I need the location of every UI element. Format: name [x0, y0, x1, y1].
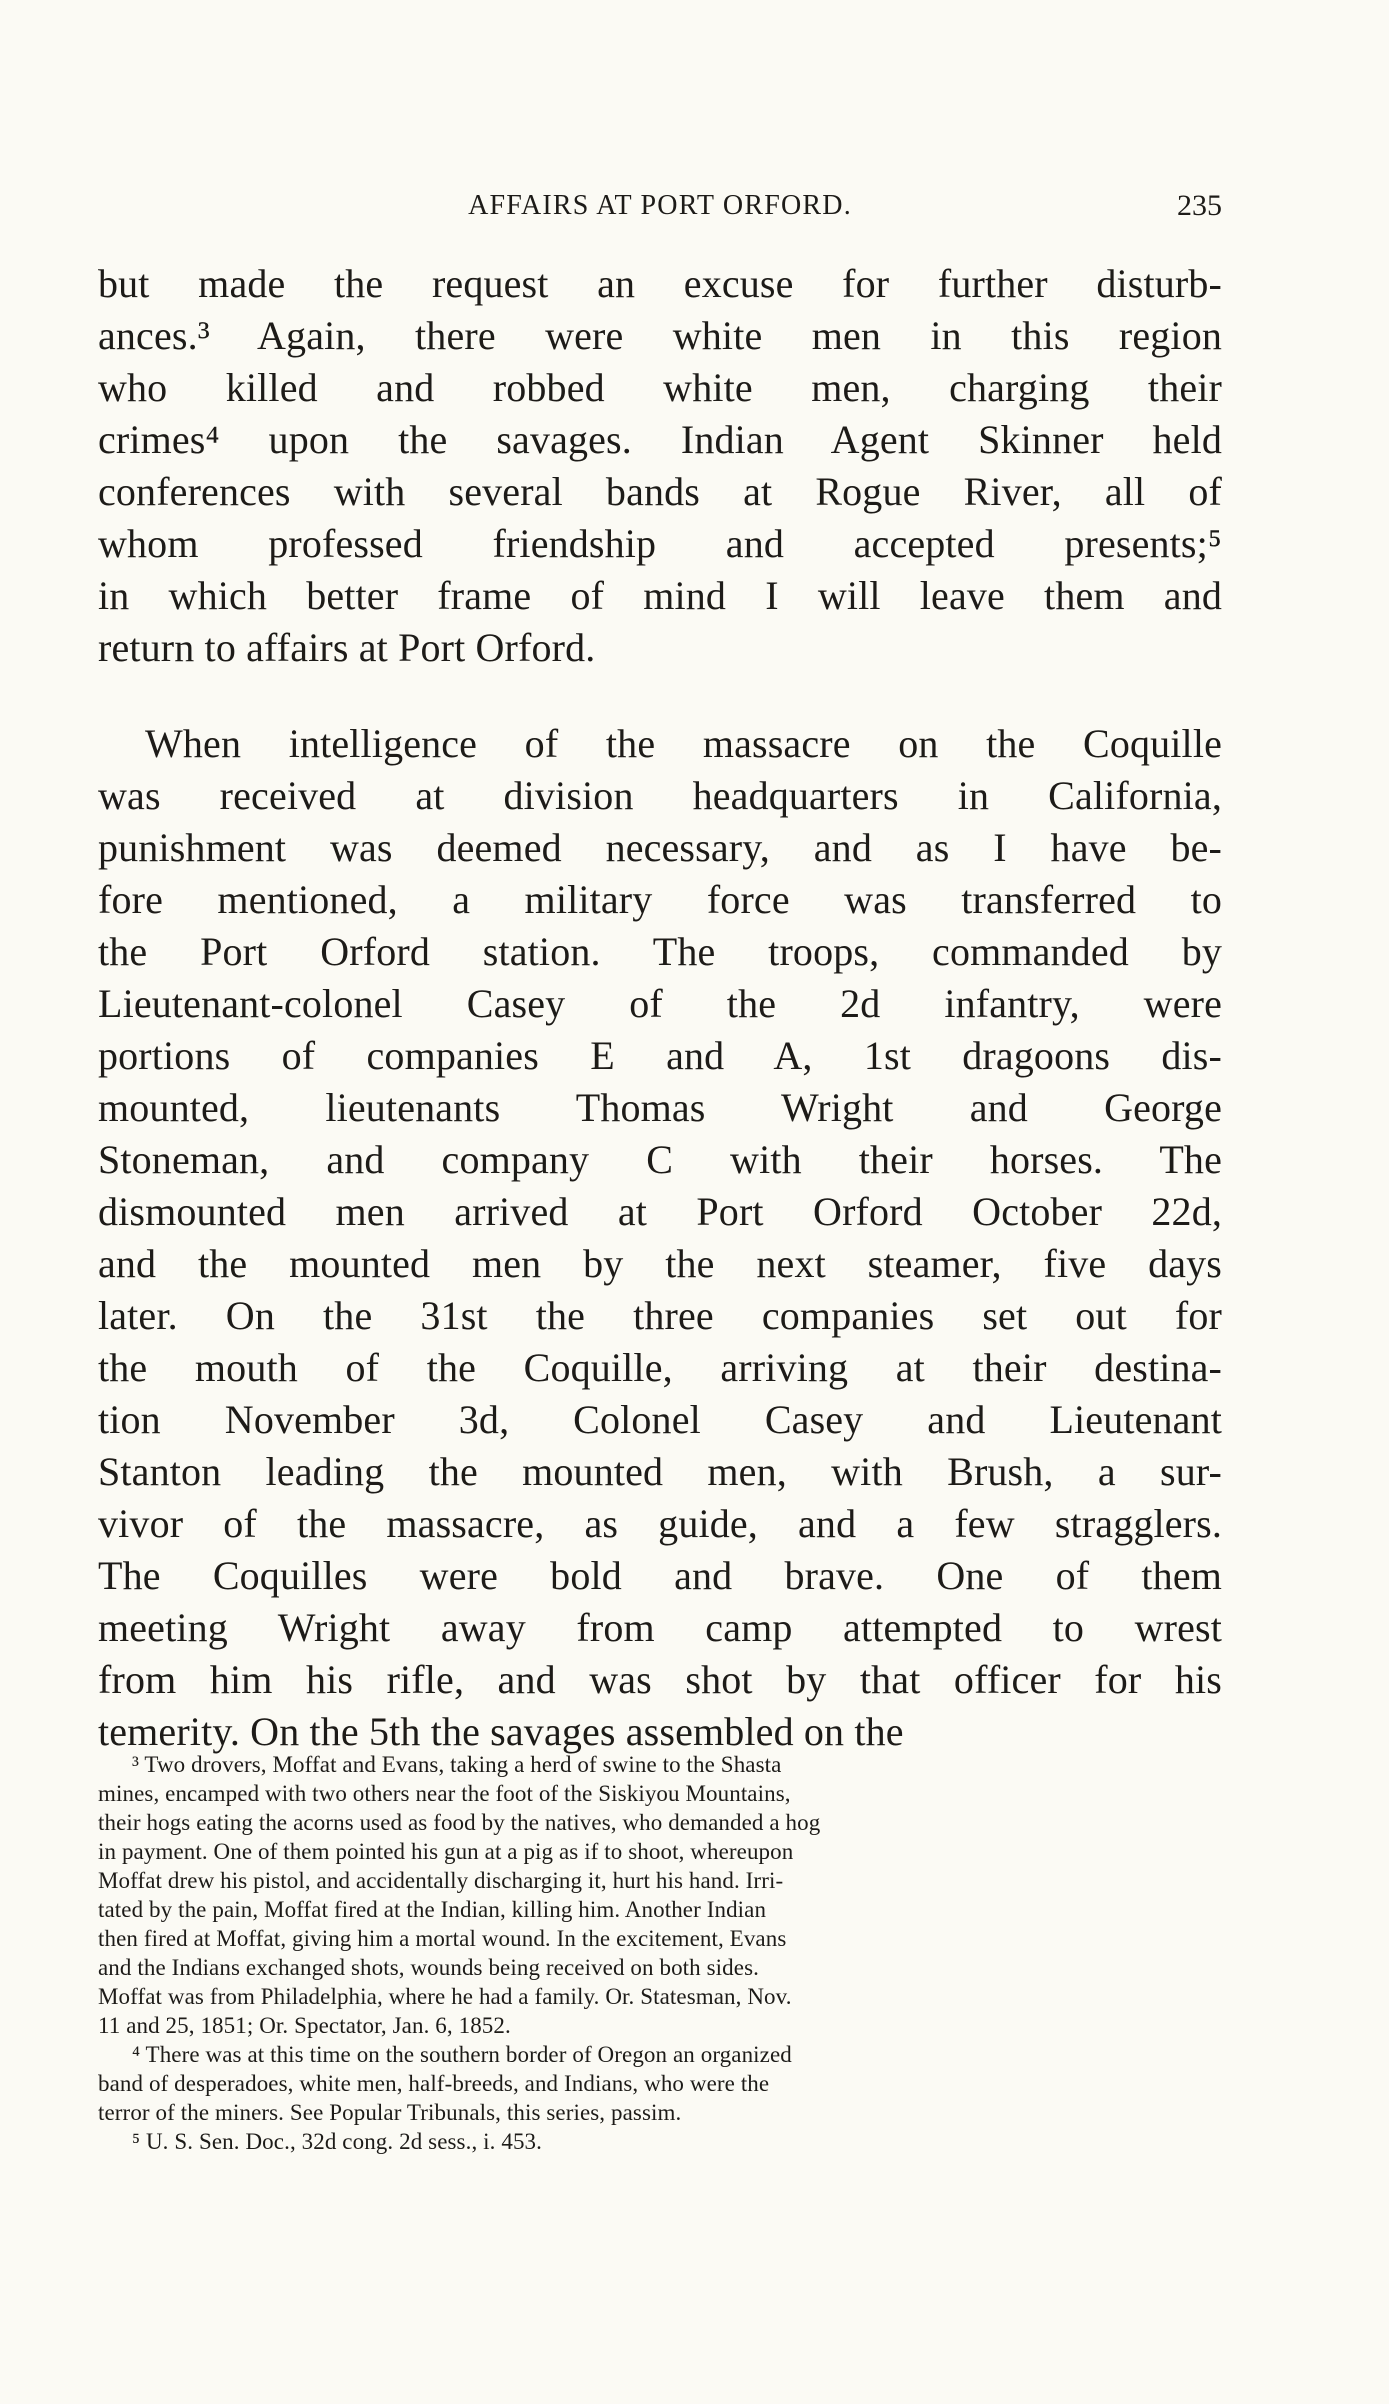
- footnote-line: 11 and 25, 1851; Or. Spectator, Jan. 6, 1852.: [98, 2013, 511, 2038]
- footnote-line: and the Indians exchanged shots, wounds being received on both sides.: [98, 1955, 759, 1980]
- paragraph-line: temerity. On the 5th the savages assembled on the: [98, 1709, 904, 1754]
- paragraph-line: ances.³ Again, there were white men in this region: [98, 313, 1222, 358]
- paragraph-line: tion November 3d, Colonel Casey and Lieutenant: [98, 1397, 1222, 1442]
- paragraph-line: vivor of the massacre, as guide, and a few stragglers.: [98, 1501, 1222, 1546]
- footnote-line: ⁴ There was at this time on the southern border of Oregon an organized: [132, 2042, 792, 2067]
- footnote-line: their hogs eating the acorns used as food by the natives, who demanded a hog: [98, 1810, 821, 1835]
- footnote-line: tated by the pain, Moffat fired at the Indian, killing him. Another Indian: [98, 1897, 767, 1922]
- footnote-line: Moffat was from Philadelphia, where he had a family. Or. Statesman, Nov.: [98, 1984, 792, 2009]
- paragraph-line: but made the request an excuse for further disturb-: [98, 261, 1222, 306]
- paragraph-line: Stoneman, and company C with their horses. The: [98, 1137, 1222, 1182]
- paragraph-line: The Coquilles were bold and brave. One of them: [98, 1553, 1222, 1598]
- paragraph-line: crimes⁴ upon the savages. Indian Agent Skinner held: [98, 417, 1222, 462]
- footnote-line: Moffat drew his pistol, and accidentally discharging it, hurt his hand. Irri-: [98, 1868, 784, 1893]
- paragraph-line: was received at division headquarters in California,: [98, 773, 1222, 818]
- paragraph-line: the mouth of the Coquille, arriving at their destina-: [98, 1345, 1222, 1390]
- paragraph-line: punishment was deemed necessary, and as I have be-: [98, 825, 1222, 870]
- paragraph-line: in which better frame of mind I will leave them and: [98, 573, 1222, 618]
- running-head: [98, 186, 1222, 226]
- footnote-line: then fired at Moffat, giving him a mortal wound. In the excitement, Evans: [98, 1926, 787, 1951]
- paragraph-line: Stanton leading the mounted men, with Brush, a sur-: [98, 1449, 1222, 1494]
- paragraph-line: return to affairs at Port Orford.: [98, 625, 596, 670]
- paragraph-line: dismounted men arrived at Port Orford October 22d,: [98, 1189, 1222, 1234]
- paragraph-line: When intelligence of the massacre on the Coquille: [145, 721, 1222, 766]
- book-page: [98, 0, 1222, 2404]
- footnote-line: terror of the miners. See Popular Tribunals, this series, passim.: [98, 2100, 682, 2125]
- running-title: AFFAIRS AT PORT ORFORD.: [468, 190, 852, 221]
- footnote-line: band of desperadoes, white men, half-breeds, and Indians, who were the: [98, 2071, 770, 2096]
- paragraph-line: portions of companies E and A, 1st dragoons dis-: [98, 1033, 1222, 1078]
- paragraph-line: meeting Wright away from camp attempted to wrest: [98, 1605, 1222, 1650]
- footnote-line: mines, encamped with two others near the foot of the Siskiyou Mountains,: [98, 1781, 791, 1806]
- page-number: 235: [1177, 189, 1222, 222]
- paragraph-line: and the mounted men by the next steamer, five days: [98, 1241, 1222, 1286]
- paragraph-line: who killed and robbed white men, charging their: [98, 365, 1222, 410]
- footnote-line: ⁵ U. S. Sen. Doc., 32d cong. 2d sess., i. 453.: [132, 2129, 542, 2154]
- paragraph-line: Lieutenant-colonel Casey of the 2d infantry, were: [98, 981, 1222, 1026]
- paragraph-line: from him his rifle, and was shot by that officer for his: [98, 1657, 1222, 1702]
- paragraph-line: the Port Orford station. The troops, commanded by: [98, 929, 1222, 974]
- paragraph-line: later. On the 31st the three companies set out for: [98, 1293, 1222, 1338]
- paragraph-line: fore mentioned, a military force was transferred to: [98, 877, 1222, 922]
- footnote-line: in payment. One of them pointed his gun at a pig as if to shoot, whereupon: [98, 1839, 794, 1864]
- footnotes: [98, 1750, 1222, 2156]
- paragraph-line: mounted, lieutenants Thomas Wright and George: [98, 1085, 1222, 1130]
- paragraph-line: whom professed friendship and accepted presents;⁵: [98, 521, 1222, 566]
- footnote-line: ³ Two drovers, Moffat and Evans, taking a herd of swine to the Shasta: [132, 1752, 782, 1777]
- paragraph-line: conferences with several bands at Rogue River, all of: [98, 469, 1222, 514]
